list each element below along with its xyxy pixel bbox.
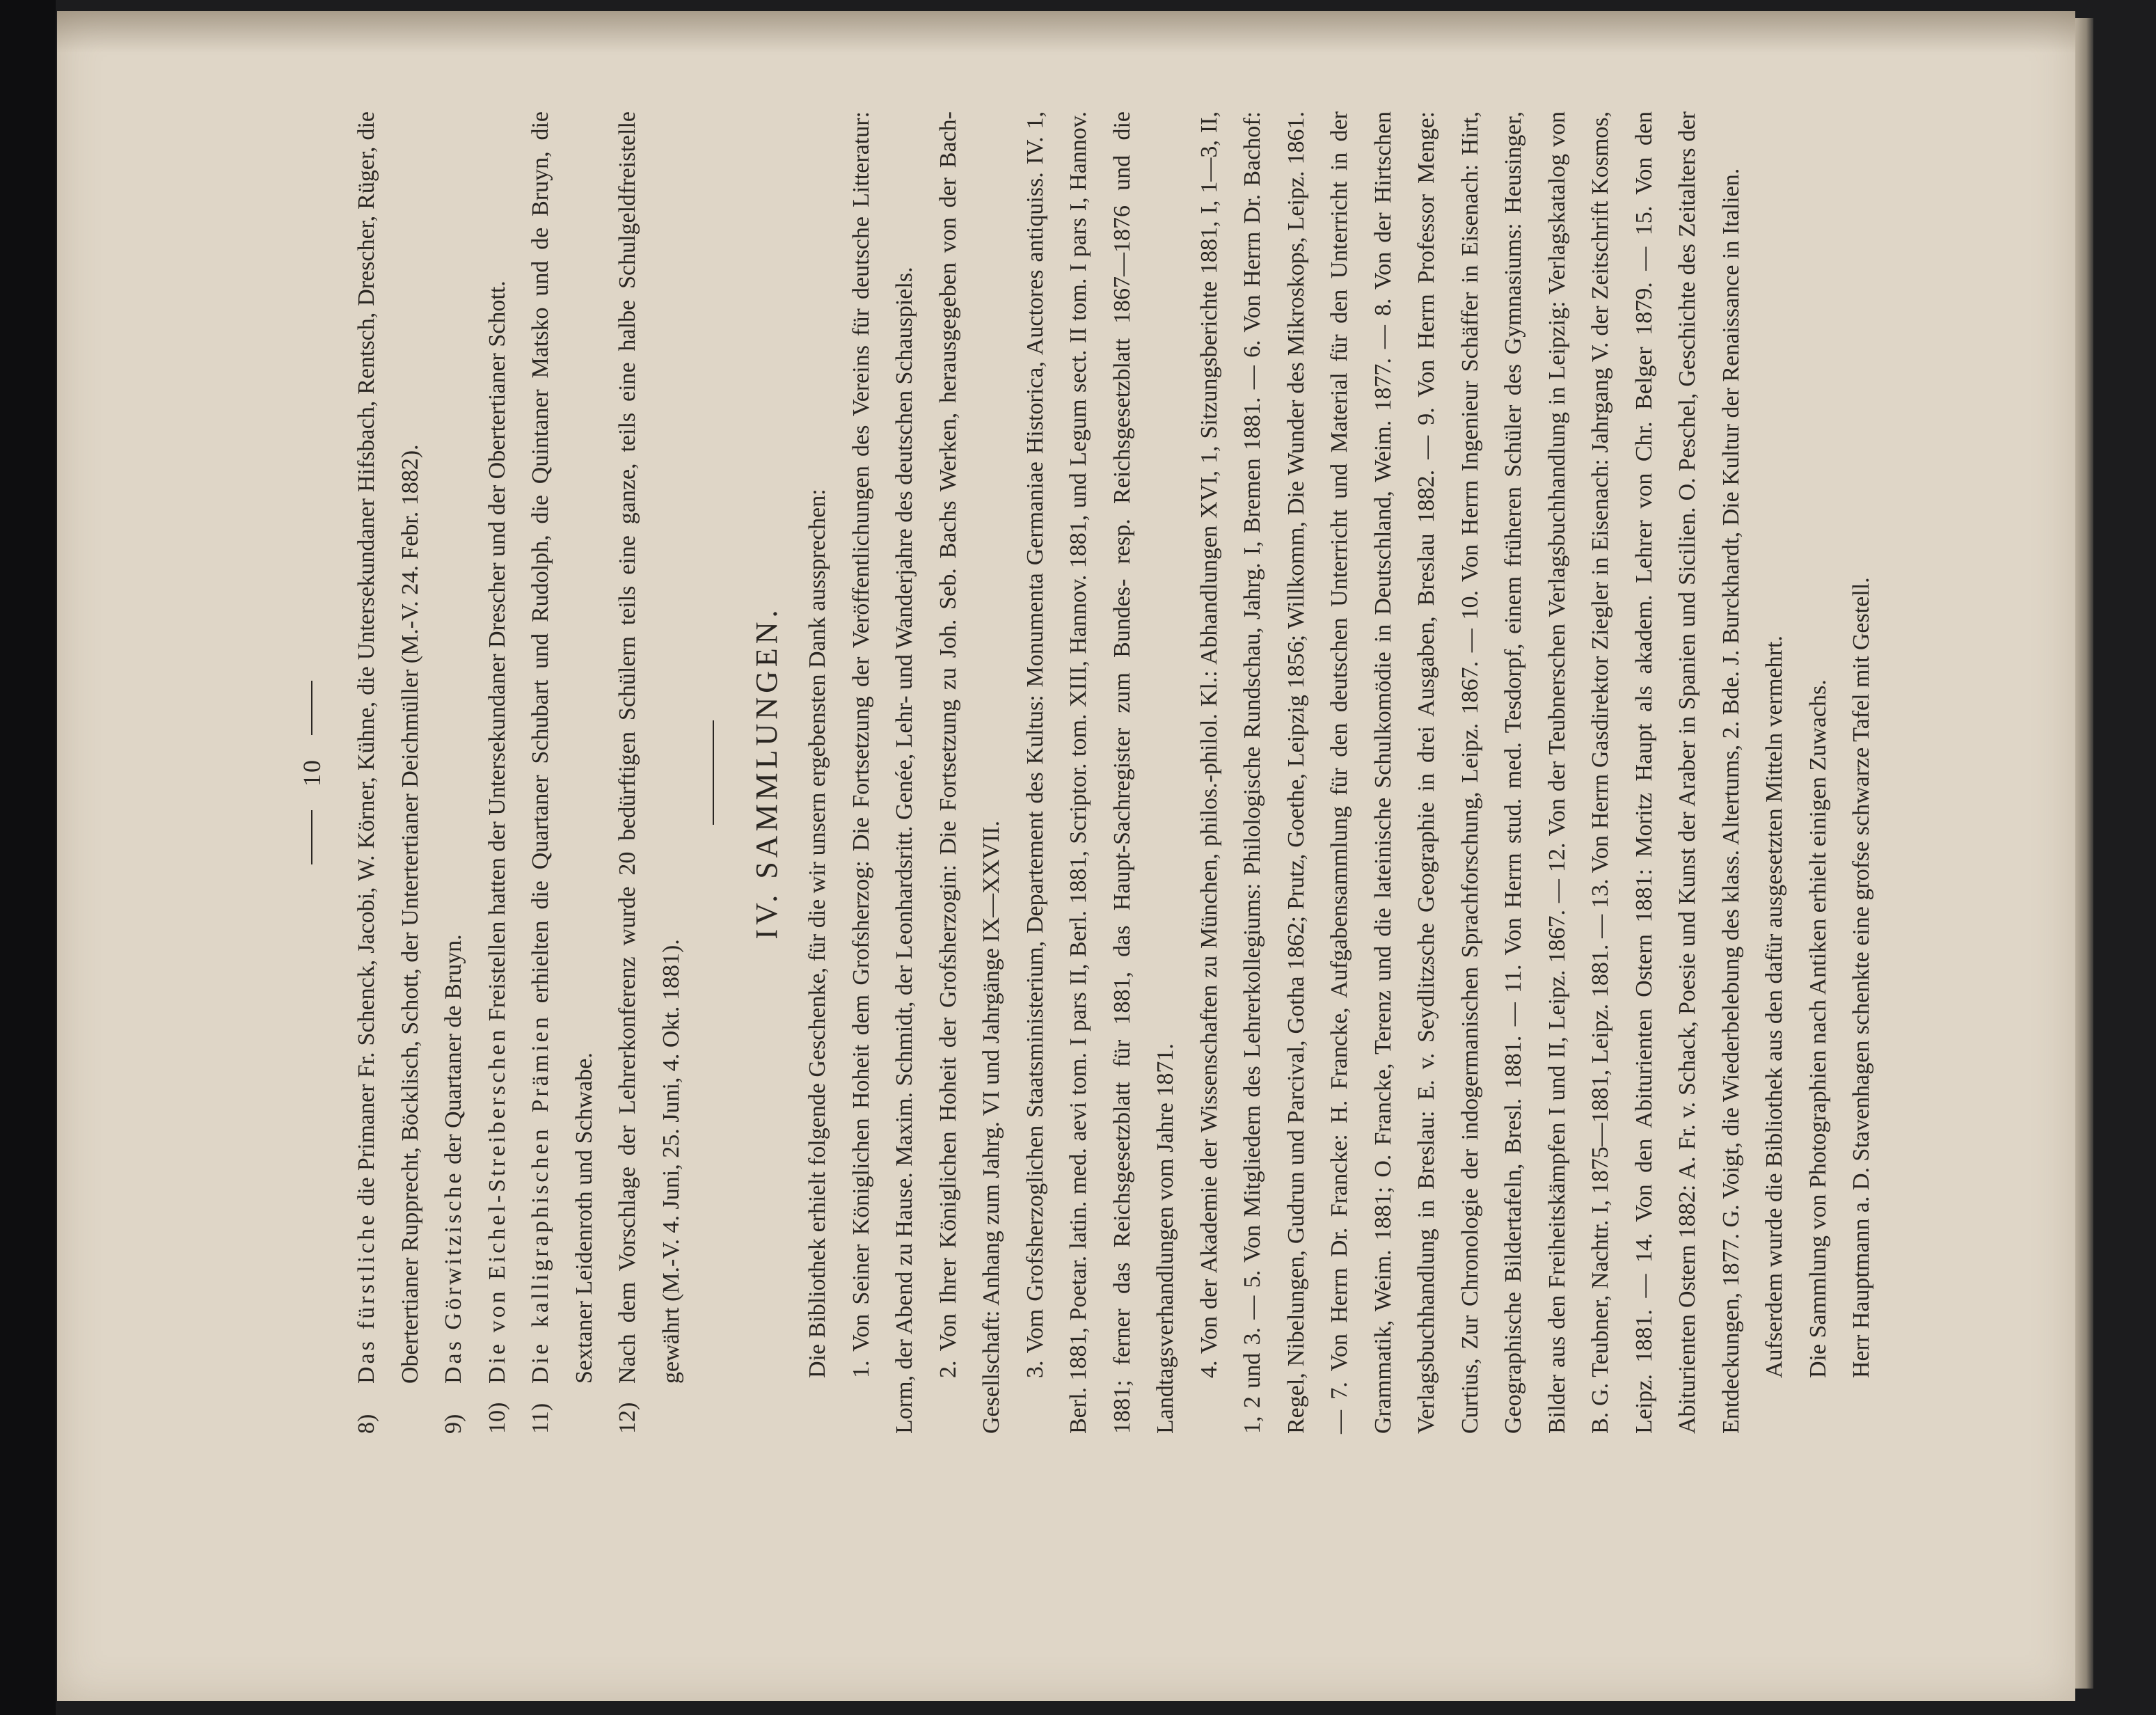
item-text: die Primaner Fr. Schenck, Jacobi, W. Körner, Kühne, die Untersekundaner Hifsbach, Rentsch, Drescher, Rüger, die Obertertianer Rupprecht, Böcklisch, Schott, der Untertertianer Deichmüller (M.-V. 24. Febr. 1882). (354, 111, 423, 1384)
item-number: 11) (528, 1402, 553, 1434)
running-head-dash-right (311, 681, 312, 735)
numbered-item (476, 111, 520, 1434)
page-number: 10 (297, 759, 326, 787)
numbered-item (606, 111, 693, 1434)
numbered-item (345, 111, 432, 1434)
running-head-dash-left (311, 810, 312, 864)
numbered-item (519, 111, 606, 1434)
gift-paragraph: 4. Von der Akademie der Wissenschaften zu München, philos.-philol. Kl.: Abhandlungen XVI, 1, Sitzungsberichte 1881, I, 1—3, II, 1, 2 und 3. — 5. Von Mitgliedern des Lehrerkollegiums: Philologische Rundschau, Jahrg. I, Bremen 1881. — 6. Von Herrn Dr. Bachof: Regel, Nibelungen, Gudrun und Parcival, Gotha 1862; Prutz, Goethe, Leipzig 1856; Willkomm, Die Wunder des Mikroskops, Leipz. 1861. — 7. Von Herrn Dr. Francke: H. Francke, Aufgabensammlung für den deutschen Unterricht und Material für den Unterricht in der Grammatik, Weim. 1881; O. Francke, Terenz und die lateinische Schulkomödie in Deutschland, Weim. 1877. — 8. Von der Hirtschen Verlagsbuchhandlung in Breslau: E. v. Seydlitzsche Geographie in drei Ausgaben, Breslau 1882. — 9. Von Herrn Professor Menge: Curtius, Zur Chronologie der indogermanischen Sprachforschung, Leipz. 1867. — 10. Von Herrn Ingenieur Schäffer in Eisenach: Hirt, Geographische Bildertafeln, Bresl. 1881. — 11. Von Herrn stud. med. Tesdorpf, einem früheren Schüler des Gymnasiums: Heusinger, Bilder aus den Freiheitskämpfen I und II, Leipz. 1867. — 12. Von der Teubnerschen Verlagsbuchhandlung in Leipzig: Verlagskatalog von B. G. Teubner, Nachtr. I, 1875—1881, Leipz. 1881. — 13. Von Herrn Gasdirektor Ziegler in Eisenach: Jahrgang V. der Zeitschrift Kosmos, Leipz. 1881. — 14. Von den Abiturienten Ostern 1881: Moritz Haupt als akadem. Lehrer von Chr. Belger 1879. — 15. Von den Abiturienten Ostern 1882: A. Fr. v. Schack, Poesie und Kunst der Araber in Spanien und Sicilien. O. Peschel, Geschichte des Zeitalters der Entdeckungen, 1877. G. Voigt, die Wiederbelebung des klass. Altertums, 2. Bde. J. Burckhardt, Die Kultur der Renaissance in Italien. (1196, 111, 1744, 1434)
item-lead: Das fürstliche (354, 1212, 379, 1384)
gift-paragraph: Herr Hauptmann a. D. Stavenhagen schenkte eine grofse schwarze Tafel mit Gestell. (1848, 577, 1874, 1378)
scan-left-border (0, 0, 56, 1715)
gift-paragraph: 3. Vom Grofsherzoglichen Staatsministerium, Departement des Kultus: Monumenta Germaniae Historica, Auctores antiquiss. IV. 1, Berl. 1881, Poetar. latin. med. aevi tom. I pars II, Berl. 1881, Scriptor. tom. XIII, Hannov. 1881, und Legum sect. II tom. I pars I, Hannov. 1881; ferner das Reichsgesetzblatt für 1881, das Haupt-Sachregister zum Bundes- resp. Reichsgesetzblatt 1867—1876 und die Landtagsverhandlungen vom Jahre 1871. (1022, 111, 1178, 1434)
item-text: Nach dem Vorschlage der Lehrerkonferenz wurde 20 bedürftigen Schülern teils eine ganze, teils eine halbe Schulgeldfreistelle gewährt (M.-V. 4. Juni, 25. Juni, 4. Okt. 1881). (615, 111, 684, 1384)
gift-paragraph: 1. Von Seiner Königlichen Hoheit dem Grofsherzog: Die Fortsetzung der Veröffentlichungen des Vereins für deutsche Litteratur: Lorm, der Abend zu Hause. Maxim. Schmidt, der Leonhardsritt. Genée, Lehr- und Wanderjahre des deutschen Schauspiels. (848, 111, 917, 1434)
numbered-item-list (345, 111, 693, 1434)
gift-paragraph: 2. Von Ihrer Königlichen Hoheit der Grofsherzogin: Die Fortsetzung zu Joh. Seb. Bachs Werken, herausgegeben von der Bach-Gesellschaft: Anhang zum Jahrg. VI und Jahrgänge IX—XXVII. (935, 111, 1004, 1434)
item-text: erhielten die Quartaner Schubart und Rudolph, die Quintaner Matsko und de Bruyn, die Sextaner Leidenroth und Schwabe. (528, 111, 597, 1384)
item-text: Freistellen hatten der Untersekundaner Drescher und der Obertertianer Schott. (484, 280, 510, 1027)
page-gutter-shadow (57, 11, 2075, 53)
running-head (278, 111, 345, 1434)
gift-paragraph: Die Sammlung von Photographien nach Antiken erhielt einigen Zuwachs. (1805, 679, 1831, 1378)
item-number: 10) (484, 1402, 510, 1434)
page-edge (2075, 18, 2093, 1689)
item-lead: Das Görwitzische (441, 1170, 466, 1384)
item-number: 8) (354, 1414, 379, 1434)
intro-paragraph: Die Bibliothek erhielt folgende Geschenke, für die wir unsern ergebensten Dank aussprechen: (804, 489, 830, 1378)
item-lead: Die von Eichel-Streiberschen (484, 1027, 510, 1384)
item-text: der Quartaner de Bruyn. (441, 934, 466, 1171)
numbered-item (432, 111, 476, 1434)
section-divider (713, 720, 714, 825)
item-number: 9) (441, 1414, 466, 1434)
item-lead: Die kalligraphischen Prämien (528, 1014, 553, 1384)
item-number: 12) (615, 1402, 640, 1434)
gift-paragraph: Aufserdem wurde die Bibliothek aus den dafür ausgesetzten Mitteln vermehrt. (1761, 635, 1787, 1378)
section-heading: IV. SAMMLUNGEN. (750, 606, 784, 940)
page-text-block (278, 111, 1879, 1434)
